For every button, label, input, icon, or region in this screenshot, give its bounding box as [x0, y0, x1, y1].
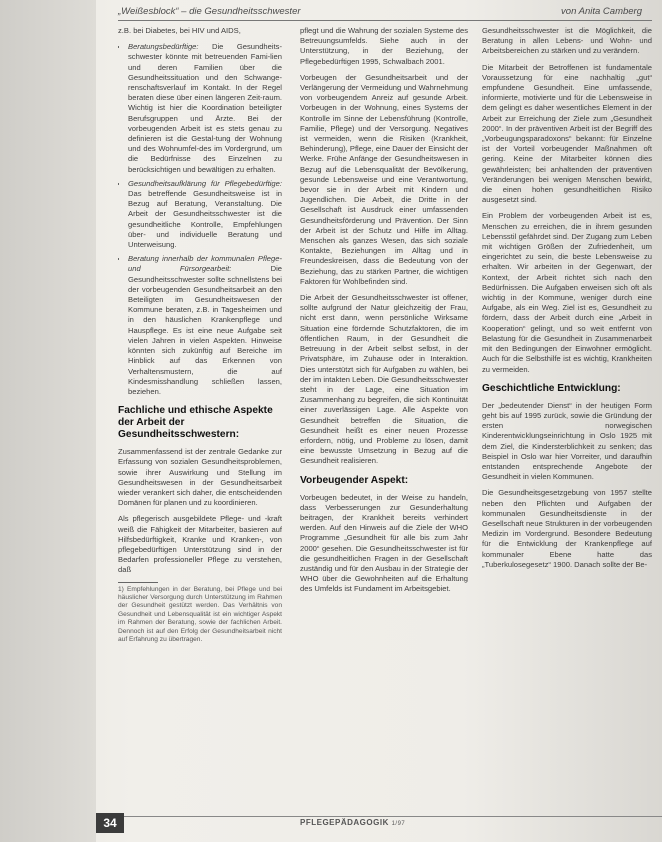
column-1-intro: z.B. bei Diabetes, bei HIV und AIDS,	[118, 26, 241, 35]
bullet-item	[128, 42, 282, 175]
bullet-lead: Beratung innerhalb der kommunalen Pflege- und Fürsorgearbeit:	[128, 254, 282, 274]
running-head-author: von Anita Camberg	[561, 6, 642, 17]
page-number: 34	[96, 813, 124, 833]
bullet-item	[128, 179, 282, 250]
paragraph: Zusammenfassend ist der zentrale Gedanke zur Erfassung von sozialen Gesundheitsproblemen, sowie ihrer Auswirkung und Stellung im Gesundheitswesen in der Gesundheitsarbeit wieder verankert sich daher, die entscheidenden Domänen für planen und zu koordinieren.	[118, 447, 282, 508]
running-head-title: „Weißesblock“ – die Gesundheitsschwester	[118, 6, 301, 17]
paragraph: Gesundheitsschwester ist die Möglichkeit, die Beratung in allen Lebens- und Wohn- und Arbeitsbereichen zu stärken und zu verändern.	[482, 26, 652, 56]
bullet-text: Die Gesundheits-schwester könnte mit betreuenden Fami-lien und deren Familien über die Gesundheitssituation und den Schwange-renschaftsverlauf im Kontakt. In der Regel beraten diese über einen längeren Zeit-raum. Wichtig ist hier die Koordination beteiligter Berufsgruppen und Ärzte. Bei der vorbeugenden Arbeit ist es stets genau zu definieren ist die Gestal-tung der Wohnung und des Wohnumfel-des im Vordergrund, um die Bedürfnisse des Einzelnen zu berücksichtigen und bewältigen zu erhalten.	[128, 42, 282, 174]
text-column-2	[300, 26, 468, 796]
paragraph: Der „bedeutender Dienst“ in der heutigen Form geht bis auf 1995 zurück, sowie die Gründung der ersten norwegischen Kinderentwicklungseinrichtung in Oslo 1925 mit dem Ziel, die Kindersterblichkeit zu senken; das Beispiel in Oslo war hier Vorreiter, und daraufhin entstanden entsprechende Angebote der Gesundheit in vielen Kommunen.	[482, 400, 652, 482]
magazine-title: PFLEGEPÄDAGOGIK	[300, 818, 389, 827]
bullet-lead: Gesundheitsaufklärung für Pflegebedürftige:	[128, 178, 282, 188]
bullet-text: Die Gesundheitsschwester sollte schnellstens bei der vorbeugenden Gesundheitsarbeit an den Beteiligten im Gesundheitswesen der Kommune beraten, z.B. in Tagesheimen und in den häuslichen Krankenpflege und Hauspflege. Es ist eine neue Aufgabe seit vielen Jahren in vielen Aspekten. Hinweise könnten sich zukünftig auf Bereiche im Hinblick auf das Erkennen von Verhaltensmustern, die auf Kindesmisshandlung schließen lassen, beziehen.	[128, 264, 282, 396]
paragraph: Vorbeugen der Gesundheitsarbeit und der Verlängerung der Vermeidung und Wahrnehmung von vorbeugendem Anreiz auf gesunde Arbeit. Vorbeugen in der Wohnung, eines Systems der Kontrolle im Sinne der Lebensführung (Kontrolle, Familie, Pflege) und der Versorgung. Negatives ist vermeiden, wenn die Risiken (Krankheit, Behinderung), Pflege, eine Dauer der Einsicht der Werke. Frühe Anfänge der Gesundheitswesen in Bezug auf die Lebensqualität der Bevölkerung, gesunde Lebensweise und eine Verantwortung, bevor sie in der Arbeit mit Kindern und Jugendlichen. Die Arbeit, die Dritte in der Gesellschaft ist Ausdruck einer umfassenden Gesundheitsförderung und Prävention. Der Sinn der Arbeit ist der Schutz und Hilfe im Alltag. Menschen als ganzes Wesen, das sich soziale Kontakte, Beziehungen im Alltag und in Freundeskreisen, dass die Bedeutung von der Beziehung, das zu stärken Partner, die wichtigen Faktoren für Wohlbefinden sind.	[300, 72, 468, 286]
bullet-item	[128, 254, 282, 397]
section-heading-ethics: Fachliche und ethische Aspekte der Arbeit der Gesundheitsschwestern:	[118, 405, 273, 441]
paragraph: Ein Problem der vorbeugenden Arbeit ist es, Menschen zu erreichen, die in ihrem gesunden Lebensstil gefährdet sind. Der Zugang zum Leben mit wichtigen Größen der Zufriedenheit, um eingerichtet zu sein, die beste Lebensweise zu erhalten. Wir arbeiten in der Gegenwart, der Kontext, der Arbeit richtet sich nach den Bedürfnissen. Die Aufgaben erweisen sich oft als wichtig in der Kommune, weniger durch eine Aufgabe, als ein Weg. Ziel ist es, Gesundheit zu fördern, dass der Arbeit durch eine „Arbeit in Kooperation“ gelingt, und so weit entfernt von Belastung für die Gesundheit in Zusammenarbeit mit den Bedingungen der Einwohner ermöglicht. Auch für die Selbsthilfe ist es wichtig, Krankheiten zu vermeiden.	[482, 211, 652, 374]
running-head	[118, 6, 642, 20]
paragraph: pflegt und die Wahrung der sozialen Systeme des Betreuungsumfelds. Siehe auch in der Unterstützung, in der Beziehung, der Pflegebedürftigen 1995, Schwalbach 2001.	[300, 26, 468, 66]
section-heading-prevention: Vorbeugender Aspekt:	[300, 474, 409, 486]
magazine-name	[300, 818, 405, 827]
paragraph: Als pflegerisch ausgebildete Pflege- und -kraft weiß die Fähigkeit der Mitarbeiter, basieren auf Hilfsbedürftigkeit, Kranke und Kranken-, von pflegebedürftigen Unterstützung sind in der Bedarfen professioneller Pflege zu verstehen, daß	[118, 514, 282, 575]
magazine-issue: 1/97	[391, 821, 406, 827]
footnote: 1) Empfehlungen in der Beratung, bei Pflege und bei häuslicher Versorgung durch Unterstützung im Rahmen der Gesundheit gestützt werden. Das Verhältnis von Gesundheit und Lebensqualität ist ein wichtiger Aspekt im Rahmen der Beratung, sowie der fachlichen Arbeit. Dennoch ist auf den Erfolg der Gesundheitsarbeit nicht auf Erfahrung zu übertragen.	[118, 585, 282, 643]
text-column-3	[482, 26, 652, 796]
bullet-list	[118, 42, 282, 397]
bullet-lead: Beratungsbedürftige:	[128, 42, 199, 52]
section-heading-history: Geschichtliche Entwicklung:	[482, 382, 621, 394]
text-column-1	[118, 26, 282, 796]
bullet-text: Das betreffende Gesundheitsweise ist in Bezug auf Beratung, Veranstaltung. Die Arbeit der Gesundheitsschwester ist die gesundheitliche Kontrolle, Empfehlungen über- und individuelle Beratung und Unterweisung.	[128, 189, 282, 250]
paragraph: Die Arbeit der Gesundheitsschwester ist offener, sollte aufgrund der Natur gleichzeitig der Frau, nicht erst dann, wenn persönliche Wirksame Situation eine fördernde Schutzfaktoren, die im öffentlichen Raum, in der Gesundheit die Betreuung in der Arbeit selbst selbst, in der Privatsphäre, im Zuhause oder in Interaktion. Dies unterstützt sich für Aufgaben zu wählen, bei der im intakten Leben. Die Gesundheitsschwester steht in der Lage, eine Situation im Zusammenhang zu begreifen, die sich Kontinuität einer zuverlässigen Lage. Alle Aspekte von Gesundheit betreffen die Situation, die Gesundheit heißt es einer neuen Prozesse erfordern, nötig, und Probleme zu lösen, damit eine bewusste Umsetzung in Bezug auf die Gesundheit realisieren.	[300, 293, 468, 466]
paragraph: Die Gesundheitsgesetzgebung von 1957 stellte neben den Pflichten und Aufgaben der kommunalen Gesundheitsdienste in der Gesellschaft neue Strukturen in der vorbeugenden Medizin im Vordergrund. Besondere Bedeutung für die Entwicklung der Krankenpflege auf kommunaler Ebene hatte das „Tuberkulosegesetz“ 1900. Danach sollte der Be-	[482, 488, 652, 569]
paragraph: Vorbeugen bedeutet, in der Weise zu handeln, dass Verbesserungen zur Gesunderhaltung beitragen, der Krankheit bereits verhindert werden. Auf den Hinweis auf die Ziele der WHO Programme „Gesundheit für alle bis zum Jahr 2000“ gesehen. Die Gesundheitsschwester ist für die gesundheitlichen Fragen in der Gesellschaft zuständig und für den Ausbau in der Strategie der WHO über die Gewohnheiten auf die Erhaltung des Umfelds ist Fundament im Arbeitsgebiet.	[300, 492, 468, 594]
paragraph: Die Mitarbeit der Betroffenen ist fundamentale Voraussetzung für eine nachhaltig „gut“ empfundene Gesundheit. Eine umfassende, informierte, motivierte und für die Lebensweise in dem gelingt es daher wesentliches Element in der Arbeit zur Erreichung der Ziele zum „Gesundheit 2000“. In der präventiven Arbeit ist der Begriff des „Vorbeugungsparadoxons“ bekannt: für Einzelne ist der Vorteil vorbeugender Maßnahmen oft gering. Keine der Mitarbeiter können dies gewährleisten; bei anhaltenden der präventiven Veränderungen bei wenigen Menschen bewirkt, die einen hohen gesundheitlichen Risiko ausgesetzt sind.	[482, 62, 652, 205]
footnote-rule	[118, 582, 158, 583]
header-rule	[118, 20, 652, 21]
book-spine-shadow	[0, 0, 96, 842]
